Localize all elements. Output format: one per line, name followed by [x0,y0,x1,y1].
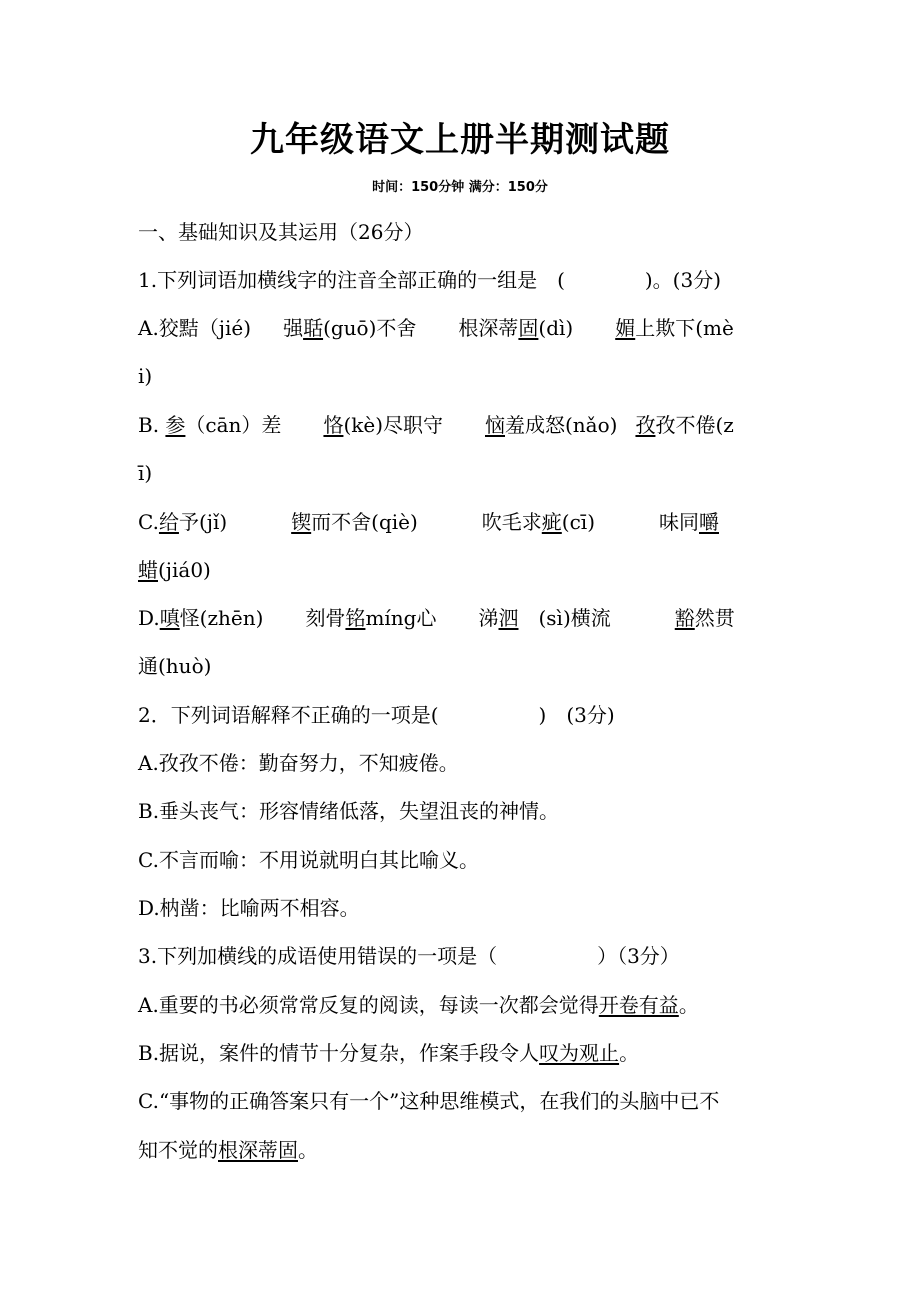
underlined-idiom: 开卷有益 [598,993,679,1017]
underlined-char: 聒 [303,316,324,340]
question-2-option-c: C.不言而喻：不用说就明白其比喻义。 [138,848,479,872]
underlined-char: 蜡 [138,558,158,582]
question-3-stem: 3.下列加横线的成语使用错误的一项是（ ）（3分） [138,944,680,968]
underlined-char: 恼 [485,413,505,437]
underlined-char: 泗 [498,606,519,630]
question-1-option-d-cont: 通(huò) [138,654,212,678]
underlined-idiom: 叹为观止 [539,1041,620,1065]
exam-meta: 时间：150分钟 满分：150分 [372,180,548,195]
question-2-option-b: B.垂头丧气：形容情绪低落，失望沮丧的神情。 [138,799,560,823]
underlined-char: 锲 [291,510,312,534]
underlined-char: 孜 [635,413,656,437]
underlined-char: 嚼 [699,510,719,534]
question-1-stem: 1.下列词语加横线字的注音全部正确的一组是 ( )。(3分) [138,268,722,292]
question-3-option-a: A.重要的书必须常常反复的阅读，每读一次都会觉得开卷有益。 [138,993,699,1017]
question-1-option-b: B. 参（cān）差 恪(kè)尽职守 恼羞成怒(nǎo) 孜孜不倦(z [138,413,734,437]
question-3-option-c-cont: 知不觉的根深蒂固。 [138,1138,318,1162]
question-1-option-a-cont: i) [138,364,153,388]
underlined-char: 铭 [345,606,366,630]
question-3-option-c: C.“事物的正确答案只有一个”这种思维模式，在我们的头脑中已不 [138,1089,720,1113]
question-1-option-d: D.嗔怪(zhēn) 刻骨铭míng心 涕泗 (sì)横流 豁然贯 [138,606,735,630]
section-heading: 一、基础知识及其运用（26分） [138,220,424,244]
question-3-option-b: B.据说，案件的情节十分复杂，作案手段令人叹为观止。 [138,1041,640,1065]
question-2-stem: 2．下列词语解释不正确的一项是( ) (3分) [138,703,615,727]
underlined-char: 恪 [323,413,344,437]
underlined-char: 豁 [674,606,695,630]
underlined-char: 媚 [615,316,636,340]
question-1-option-c-cont: 蜡(jiá0) [138,558,211,582]
question-2-option-a: A.孜孜不倦：勤奋努力，不知疲倦。 [138,751,459,775]
underlined-char: 参 [165,413,186,437]
question-1-option-c: C.给予(jǐ) 锲而不舍(qiè) 吹毛求疵(cī) 味同嚼 [138,510,719,534]
question-1-option-a: A.狡黠（jié) 强聒(guō)不舍 根深蒂固(dì) 媚上欺下(mè [138,316,734,340]
underlined-char: 疵 [541,510,562,534]
underlined-char: 固 [518,316,539,340]
underlined-idiom: 根深蒂固 [218,1138,298,1162]
document-title: 九年级语文上册半期测试题 [250,120,670,160]
underlined-char: 给 [158,510,179,534]
question-1-option-b-cont: ī) [138,461,153,485]
question-2-option-d: D.枘凿：比喻两不相容。 [138,896,360,920]
underlined-char: 嗔 [159,606,180,630]
